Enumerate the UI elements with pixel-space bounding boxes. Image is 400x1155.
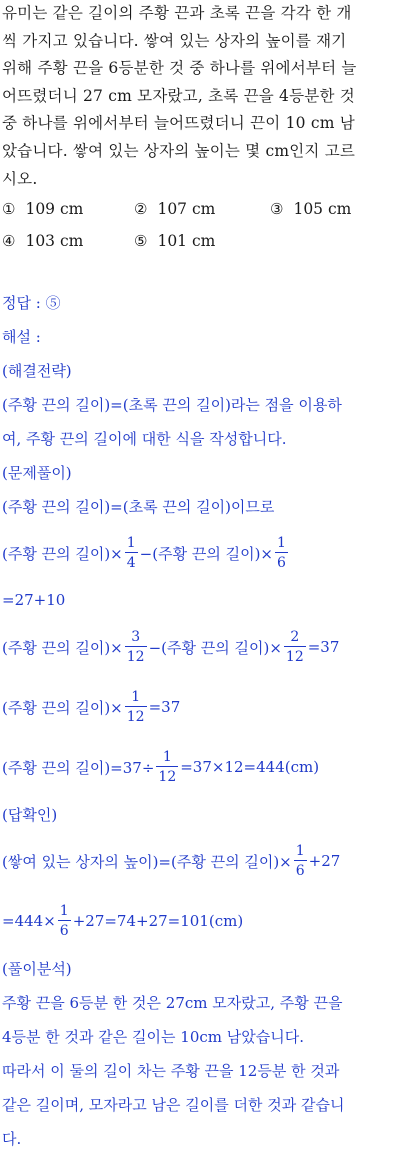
fraction: $\frac{1}{6}$ — [59, 903, 69, 940]
equation-3: (주황 끈의 길이)× $\frac{3}{12}$ −(주황 끈의 길이)× $\frac{2}{12}$ =37 — [2, 629, 340, 666]
fraction: $\frac{1}{6}$ — [277, 535, 286, 572]
fraction: $\frac{2}{12}$ — [285, 629, 304, 666]
fraction: $\frac{1}{6}$ — [295, 843, 305, 880]
analysis-line: 주황 끈을 6등분 한 것은 27cm 모자랐고, 주황 끈을 — [2, 993, 343, 1012]
analysis-line: 다. — [2, 1129, 22, 1148]
analysis-line: 같은 길이며, 모자라고 남은 길이를 더한 것과 같습니 — [2, 1095, 345, 1114]
choice-2[interactable]: ② 107 cm — [134, 200, 216, 219]
choice-1[interactable]: ① 109 cm — [2, 200, 84, 219]
strategy-line: 여, 주황 끈의 길이에 대한 식을 작성합니다. — [2, 429, 287, 448]
question-line: 씩 가지고 있습니다. 쌓여 있는 상자의 높이를 재기 — [2, 31, 347, 50]
answer-line: 정답 : ⑤ — [2, 293, 61, 312]
solve-line: (주황 끈의 길이)=(초록 끈의 길이)이므로 — [2, 497, 275, 516]
analysis-header: (풀이분석) — [2, 959, 72, 978]
equation-7: =444× $\frac{1}{6}$ +27=74+27=101(cm) — [2, 903, 244, 940]
question-line: 위해 주황 끈을 6등분한 것 중 하나를 위에서부터 늘 — [2, 59, 357, 78]
equation-4: (주황 끈의 길이)× $\frac{1}{12}$ =37 — [2, 689, 181, 726]
fraction: $\frac{1}{12}$ — [126, 689, 145, 726]
equation-1: (주황 끈의 길이)× $\frac{1}{4}$ −(주황 끈의 길이)× $\frac{1}{6}$ — [2, 535, 286, 572]
solve-header: (문제풀이) — [2, 463, 72, 482]
equation-5: (주황 끈의 길이)=37÷ $\frac{1}{12}$ =37×12=444(cm) — [2, 749, 320, 786]
strategy-line: (주황 끈의 길이)=(초록 끈의 길이)라는 점을 이용하 — [2, 395, 342, 414]
answer-choices — [2, 193, 398, 257]
question-line: 어뜨렸더니 27 cm 모자랐고, 초록 끈을 4등분한 것 — [2, 86, 355, 105]
question-text — [2, 0, 398, 193]
choice-5[interactable]: ⑤ 101 cm — [134, 232, 216, 251]
question-line: 중 하나를 위에서부터 늘어뜨렸더니 끈이 10 cm 남 — [2, 114, 355, 133]
strategy-header: (해결전략) — [2, 361, 72, 380]
explain-header: 해설 : — [2, 327, 41, 346]
choice-4[interactable]: ④ 103 cm — [2, 232, 84, 251]
fraction: $\frac{1}{4}$ — [126, 535, 136, 572]
analysis-line: 따라서 이 둘의 길이 차는 주황 끈을 12등분 한 것과 — [2, 1061, 340, 1080]
fraction: $\frac{3}{12}$ — [126, 629, 145, 666]
fraction: $\frac{1}{12}$ — [158, 749, 177, 786]
equation-2: =27+10 — [2, 591, 66, 610]
choice-3[interactable]: ③ 105 cm — [270, 200, 352, 219]
equation-6: (쌓여 있는 상자의 높이)=(주황 끈의 길이)× $\frac{1}{6}$ +27 — [2, 843, 341, 880]
question-line: 시오. — [2, 169, 38, 188]
question-line: 유미는 같은 길이의 주황 끈과 초록 끈을 각각 한 개 — [2, 4, 352, 22]
solution-section — [2, 285, 398, 1155]
question-line: 았습니다. 쌓여 있는 상자의 높이는 몇 cm인지 고르 — [2, 141, 356, 160]
analysis-line: 4등분 한 것과 같은 길이는 10cm 남았습니다. — [2, 1027, 304, 1046]
check-header: (답확인) — [2, 805, 58, 824]
